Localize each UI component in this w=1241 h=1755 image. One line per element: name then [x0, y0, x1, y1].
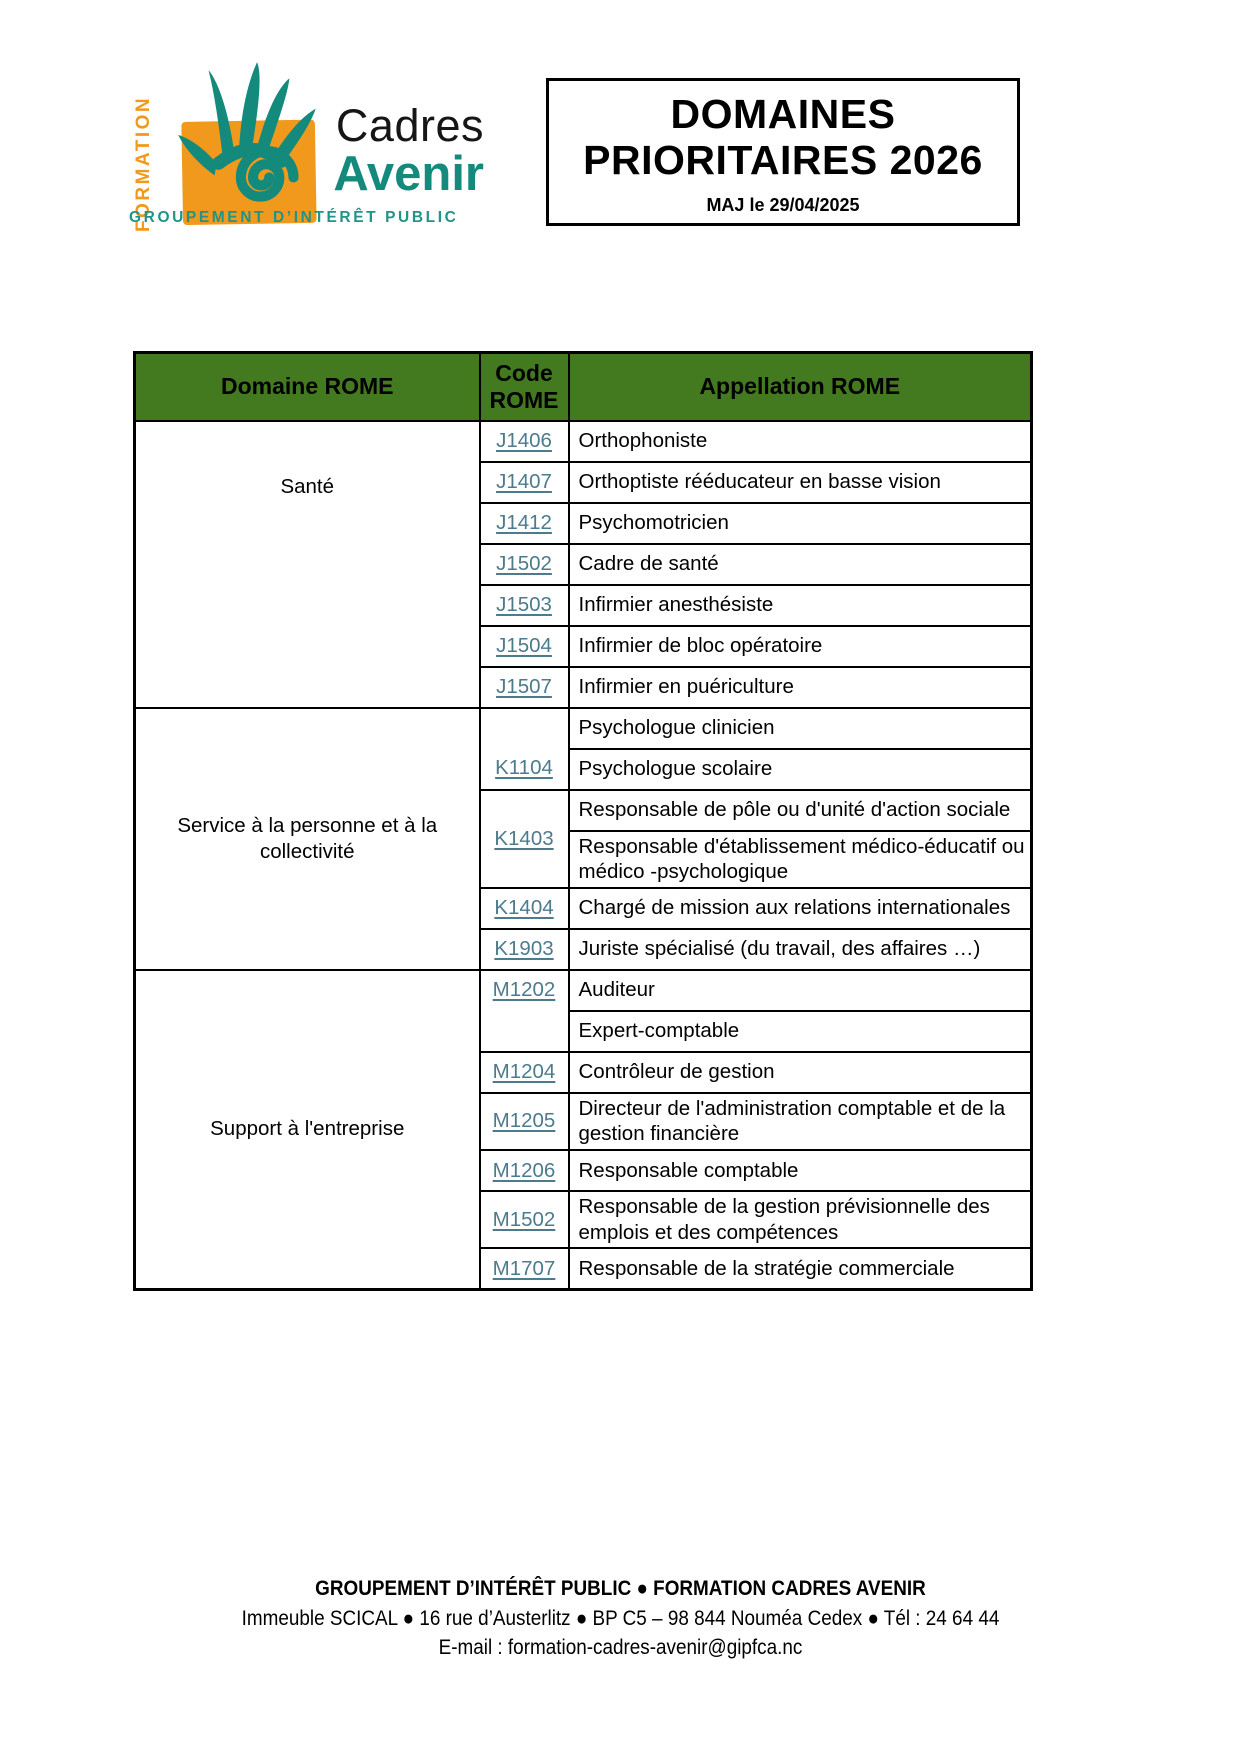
code-link-J1407[interactable]: J1407 — [496, 470, 552, 493]
code-cell — [480, 462, 569, 503]
appellation-cell: Chargé de mission aux relations internationales — [569, 888, 1032, 929]
maj-date: MAJ le 29/04/2025 — [706, 194, 860, 215]
code-link-J1507[interactable]: J1507 — [496, 675, 552, 698]
header-domaine-rome: Domaine ROME — [135, 353, 480, 421]
code-link-J1406[interactable]: J1406 — [496, 429, 552, 452]
code-link-J1502[interactable]: J1502 — [496, 552, 552, 575]
code-cell — [480, 790, 569, 888]
code-cell — [480, 708, 569, 790]
logo-brand-cadres: Cadres — [335, 100, 484, 151]
appellation-cell: Responsable comptable — [569, 1150, 1032, 1191]
code-cell — [480, 421, 569, 462]
code-cell — [480, 626, 569, 667]
table-row — [135, 421, 1032, 462]
appellation-cell: Psychologue scolaire — [569, 749, 1032, 790]
domain-cell-sante: Santé — [135, 421, 480, 708]
title-line2: PRIORITAIRES 2026 — [583, 136, 983, 183]
code-link-J1503[interactable]: J1503 — [496, 593, 552, 616]
appellation-cell: Cadre de santé — [569, 544, 1032, 585]
appellation-cell: Psychomotricien — [569, 503, 1032, 544]
code-link-J1412[interactable]: J1412 — [496, 511, 552, 534]
appellation-cell: Orthoptiste rééducateur en basse vision — [569, 462, 1032, 503]
code-link-M1202[interactable]: M1202 — [492, 977, 556, 1001]
code-cell — [480, 1052, 569, 1093]
code-cell — [480, 1150, 569, 1191]
document-title — [549, 92, 1017, 184]
footer-org-line: GROUPEMENT D’INTÉRÊT PUBLIC ● FORMATION CADRES AVENIR — [315, 1577, 926, 1600]
logo-brand-avenir: Avenir — [333, 147, 484, 201]
code-link-K1903[interactable]: K1903 — [494, 937, 554, 961]
code-cell — [480, 1191, 569, 1248]
appellation-cell: Expert-comptable — [569, 1011, 1032, 1052]
table-header-row — [135, 353, 1032, 421]
code-cell — [480, 929, 569, 970]
code-link-M1205[interactable]: M1205 — [492, 1109, 556, 1133]
appellation-cell: Psychologue clinicien — [569, 708, 1032, 749]
hand-spiral-logo-icon — [176, 56, 328, 230]
code-cell — [480, 888, 569, 929]
table-row — [135, 708, 1032, 749]
footer — [62, 1574, 1179, 1663]
logo-formation-text: FORMATION — [133, 95, 154, 232]
header-appellation-rome: Appellation ROME — [569, 353, 1032, 421]
domain-cell-service: Service à la personne et à la collectivité — [135, 708, 480, 970]
code-link-K1104[interactable]: K1104 — [495, 755, 553, 779]
code-cell — [480, 544, 569, 585]
code-cell — [480, 585, 569, 626]
title-line1: DOMAINES — [670, 91, 896, 137]
rome-table — [133, 351, 1033, 1291]
appellation-cell: Juriste spécialisé (du travail, des affaires …) — [569, 929, 1032, 970]
appellation-cell: Directeur de l'administration comptable et de la gestion financière — [569, 1093, 1032, 1150]
appellation-cell: Auditeur — [569, 970, 1032, 1011]
code-cell — [480, 667, 569, 708]
code-cell — [480, 503, 569, 544]
appellation-cell: Infirmier de bloc opératoire — [569, 626, 1032, 667]
title-box — [546, 78, 1020, 226]
code-link-M1502[interactable]: M1502 — [492, 1207, 556, 1231]
appellation-cell: Responsable de pôle ou d'unité d'action sociale — [569, 790, 1032, 831]
appellation-cell: Contrôleur de gestion — [569, 1052, 1032, 1093]
code-link-K1403[interactable]: K1403 — [494, 826, 554, 850]
appellation-cell: Responsable d'établissement médico-éducatif ou médico -psychologique — [569, 831, 1032, 888]
appellation-cell: Orthophoniste — [569, 421, 1032, 462]
footer-address-line: Immeuble SCICAL ● 16 rue d’Austerlitz ● BP C5 – 98 844 Nouméa Cedex ● Tél : 24 64 44 — [241, 1606, 1000, 1630]
code-link-M1707[interactable]: M1707 — [492, 1256, 556, 1280]
appellation-cell: Infirmier en puériculture — [569, 667, 1032, 708]
code-cell — [480, 970, 569, 1052]
domain-cell-support: Support à l'entreprise — [135, 970, 480, 1290]
footer-email-line: E-mail : formation-cadres-avenir@gipfca.nc — [438, 1636, 803, 1659]
table-row — [135, 970, 1032, 1011]
code-link-K1404[interactable]: K1404 — [494, 896, 554, 920]
appellation-cell: Responsable de la gestion prévisionnelle des emplois et des compétences — [569, 1191, 1032, 1248]
code-link-M1204[interactable]: M1204 — [492, 1060, 556, 1084]
header-code-rome: Code ROME — [480, 353, 569, 421]
code-link-J1504[interactable]: J1504 — [496, 634, 552, 657]
code-cell — [480, 1093, 569, 1150]
appellation-cell: Infirmier anesthésiste — [569, 585, 1032, 626]
code-link-M1206[interactable]: M1206 — [492, 1158, 556, 1182]
code-cell — [480, 1248, 569, 1289]
logo-brand — [318, 100, 484, 201]
logo-subtitle: GROUPEMENT D’INTÉRÊT PUBLIC — [129, 209, 459, 226]
appellation-cell: Responsable de la stratégie commerciale — [569, 1248, 1032, 1289]
